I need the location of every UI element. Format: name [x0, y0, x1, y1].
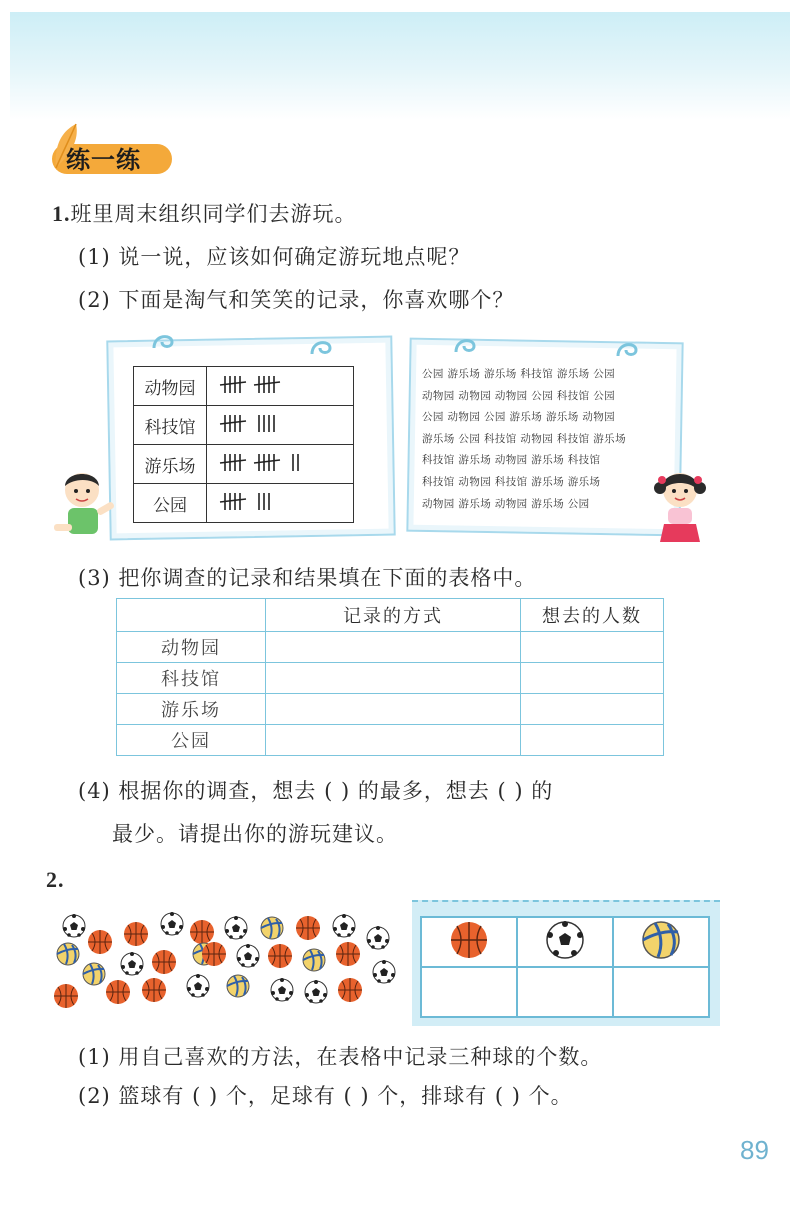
tally-group-of-five: [254, 454, 280, 471]
soccer-ball-icon: [237, 944, 259, 967]
soccer-ball-icon: [271, 978, 293, 1001]
freeform-line: 科技馆 动物园 科技馆 游乐场 游乐场: [422, 475, 601, 488]
volleyball-icon: [57, 943, 79, 965]
tally-place: 游乐场: [134, 445, 207, 484]
freeform-line: 公园 动物园 公园 游乐场 游乐场 动物园: [422, 411, 616, 424]
answer-count-cell[interactable]: [521, 663, 664, 694]
balls-scatter: [48, 906, 400, 1012]
freeform-line: 动物园 动物园 动物园 公园 科技馆 公园: [422, 389, 616, 402]
ball-count-row: [421, 967, 709, 1017]
answer-count-cell[interactable]: [521, 725, 664, 756]
soccer-count-cell[interactable]: [517, 967, 613, 1017]
answer-method-cell[interactable]: [266, 694, 521, 725]
tally-place: 科技馆: [134, 406, 207, 445]
q2-part2: (2) 篮球有 ( ) 个，足球有 ( ) 个，排球有 ( ) 个。: [78, 1084, 573, 1108]
tally-marks: [207, 445, 354, 484]
page-header-band: [10, 12, 790, 120]
basketball-icon: [142, 978, 166, 1002]
basketball-icon: [268, 944, 292, 968]
tally-place: 公园: [134, 484, 207, 523]
answer-row-label: 科技馆: [117, 663, 266, 694]
basketball-icon: [296, 916, 320, 940]
ball-header-cell: [517, 917, 613, 967]
soccer-ball-icon: [333, 914, 355, 937]
tally-marks: [207, 484, 354, 523]
q1-part4-line1: (4) 根据你的调查，想去 ( ) 的最多，想去 ( ) 的: [78, 779, 554, 803]
tally-marks-drawing: [207, 406, 353, 440]
paperclip-icon: [308, 336, 338, 358]
tally-row: [134, 445, 354, 484]
ball-record-table: [420, 916, 710, 1018]
answer-count-cell[interactable]: [521, 694, 664, 725]
tally-row: [134, 406, 354, 445]
q1-part3: (3) 把你调查的记录和结果填在下面的表格中。: [78, 566, 537, 590]
q2-number: 2.: [46, 867, 65, 892]
volleyball-icon: [227, 975, 249, 997]
section-tag: [40, 122, 180, 182]
basketball-icon: [54, 984, 78, 1008]
tally-group-of-five: [220, 493, 246, 510]
q1-part2: (2) 下面是淘气和笑笑的记录，你喜欢哪个？: [78, 288, 515, 312]
answer-row: [117, 632, 664, 663]
q1-prompt: 班里周末组织同学们去游玩。: [70, 202, 357, 226]
freeform-line: 游乐场 公园 科技馆 动物园 科技馆 游乐场: [422, 432, 626, 445]
volleyball-icon: [83, 963, 105, 985]
girl-character-icon: [648, 466, 712, 552]
soccer-ball-icon: [187, 974, 209, 997]
volleyball-icon: [303, 949, 325, 971]
basketball-count-cell[interactable]: [421, 967, 517, 1017]
tally-marks-drawing: [207, 484, 353, 518]
tally-place: 动物园: [134, 367, 207, 406]
tally-row: [134, 367, 354, 406]
q1-number: 1.: [52, 201, 71, 226]
tally-group-of-five: [254, 376, 280, 393]
freeform-line: 动物园 游乐场 动物园 游乐场 公园: [422, 497, 590, 510]
freeform-records: [422, 364, 662, 515]
volleyball-icon: [261, 917, 283, 939]
basketball-icon: [152, 950, 176, 974]
q1-part1: (1) 说一说，应该如何确定游玩地点呢？: [78, 245, 471, 269]
answer-count-cell[interactable]: [521, 632, 664, 663]
answer-header-blank: [117, 599, 266, 632]
tally-table: [133, 366, 354, 523]
basketball-icon: [88, 930, 112, 954]
answer-row-label: 游乐场: [117, 694, 266, 725]
answer-row: [117, 663, 664, 694]
soccer-ball-icon: [161, 912, 183, 935]
answer-method-cell[interactable]: [266, 632, 521, 663]
freeform-line: 公园 游乐场 游乐场 科技馆 游乐场 公园: [422, 368, 616, 380]
tally-group-of-five: [220, 415, 246, 432]
soccer-ball-icon: [305, 980, 327, 1003]
page-number: 89: [740, 1135, 769, 1165]
soccer-ball-icon: [367, 926, 389, 949]
paperclip-icon: [614, 338, 644, 360]
basketball-icon: [190, 920, 214, 944]
q1-part4-line2: 最少。请提出你的游玩建议。: [112, 822, 398, 846]
ball-header-cell: [421, 917, 517, 967]
answer-header-count: 想去的人数: [521, 599, 664, 632]
answer-row: [117, 725, 664, 756]
tally-marks: [207, 406, 354, 445]
tally-group-of-five: [220, 376, 246, 393]
section-title: 练一练: [66, 145, 141, 174]
answer-row-label: 动物园: [117, 632, 266, 663]
soccer-ball-icon: [545, 920, 585, 960]
answer-table-header: [117, 599, 664, 632]
soccer-ball-icon: [225, 916, 247, 939]
tally-group-of-five: [220, 454, 246, 471]
answer-table: [116, 598, 664, 756]
answer-header-method: 记录的方式: [266, 599, 521, 632]
tally-row: [134, 484, 354, 523]
ball-header-row: [421, 917, 709, 967]
boy-character-icon: [46, 468, 116, 548]
basketball-icon: [202, 942, 226, 966]
paperclip-icon: [150, 330, 180, 352]
q2-part1: (1) 用自己喜欢的方法，在表格中记录三种球的个数。: [78, 1045, 603, 1069]
basketball-icon: [338, 978, 362, 1002]
ball-header-cell: [613, 917, 709, 967]
soccer-ball-icon: [63, 914, 85, 937]
tally-marks-drawing: [207, 367, 353, 401]
volleyball-count-cell[interactable]: [613, 967, 709, 1017]
answer-row: [117, 694, 664, 725]
basketball-icon: [449, 920, 489, 960]
freeform-line: 科技馆 游乐场 动物园 游乐场 科技馆: [422, 454, 601, 467]
tally-marks-drawing: [207, 445, 353, 479]
basketball-icon: [124, 922, 148, 946]
paperclip-icon: [452, 334, 482, 356]
basketball-icon: [106, 980, 130, 1004]
q1-line: [52, 200, 357, 228]
tally-marks: [207, 367, 354, 406]
volleyball-icon: [641, 920, 681, 960]
soccer-ball-icon: [373, 960, 395, 983]
answer-row-label: 公园: [117, 725, 266, 756]
basketball-icon: [336, 942, 360, 966]
answer-method-cell[interactable]: [266, 663, 521, 694]
answer-method-cell[interactable]: [266, 725, 521, 756]
soccer-ball-icon: [121, 952, 143, 975]
